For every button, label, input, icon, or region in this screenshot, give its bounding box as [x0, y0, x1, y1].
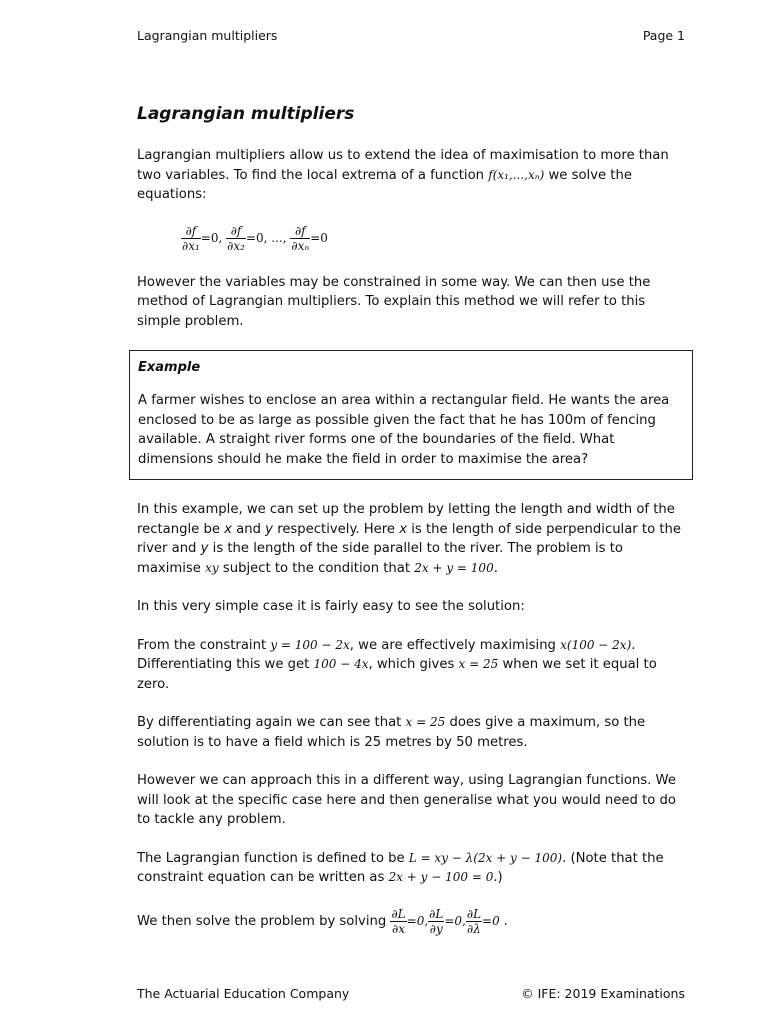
lagrangian-equation: L = xy − λ(2x + y − 100) [408, 850, 563, 865]
function-notation: f(x₁,...,xₙ) [488, 167, 545, 182]
setup-paragraph [137, 500, 685, 578]
text: is the length of side perpendicular to the river and [137, 521, 681, 556]
fraction-denominator: ∂x [392, 921, 406, 936]
equals-zero: =0, [245, 230, 268, 245]
var-x: x [399, 521, 408, 537]
equation: 100 − 4x [313, 657, 369, 671]
text: In this example, we can set up the problem by letting the length and width of the rectangle be [137, 502, 675, 537]
fraction-denominator: ∂x₁ [182, 238, 200, 253]
lagrangian-intro-paragraph: However we can approach this in a different way, using Lagrangian functions. We will look at the specific case here and then generalise what you would need to do to tackle any problem. [137, 773, 676, 827]
equals-zero: =0 [482, 913, 500, 928]
text: From the constraint [137, 637, 267, 653]
text: . [503, 913, 508, 929]
fraction-numerator: ∂L [429, 906, 444, 921]
equation: y = 100 − 2x [270, 637, 350, 652]
equation: x(100 − 2x) [560, 637, 632, 652]
text: when we set it equal to zero. [137, 657, 657, 692]
fraction-numerator: ∂f [294, 223, 306, 238]
partial-equations [390, 906, 503, 936]
equals-zero: =0 [310, 230, 328, 245]
text: . [493, 560, 498, 576]
example-box [129, 350, 693, 480]
page-number: Page 1 [642, 28, 685, 43]
ellipsis: ..., [271, 230, 287, 245]
fraction-dL-dlambda [466, 907, 482, 936]
fraction-dL-dy [428, 907, 444, 936]
text: does give a maximum, so the solution is to have a field which is 25 metres by 50 metres. [137, 715, 646, 750]
intro-text-a: Lagrangian multipliers allow us to extend the idea of maximisation to more than two variables. To find the local extrema of a function [137, 148, 669, 183]
maximum-paragraph [137, 713, 685, 752]
fraction-dL-dx [390, 907, 406, 936]
fraction-numerator: ∂f [185, 223, 197, 238]
fraction-numerator: ∂f [230, 223, 242, 238]
page-title: Lagrangian multipliers [137, 104, 355, 124]
equation: x = 25 [458, 657, 499, 671]
partial-derivative-equations [181, 224, 685, 253]
solution-paragraph [137, 636, 685, 695]
equation: x = 25 [405, 715, 446, 729]
text: . Differentiating this we get [137, 637, 636, 672]
text: is the length of the side parallel to the river. The problem is to maximise [137, 541, 623, 576]
text: respectively. Here [277, 521, 396, 537]
equals-zero: =0, [444, 913, 466, 928]
equals-zero: =0, [200, 230, 223, 245]
fraction-denominator: ∂x₂ [227, 238, 245, 253]
text: . (Note that the constraint equation can be written as [137, 850, 664, 885]
fraction-df-dx1 [181, 224, 201, 253]
intro-text-b: we solve the equations: [137, 167, 632, 202]
header-title: Lagrangian multipliers [137, 28, 278, 43]
fraction-df-dx2 [226, 224, 246, 253]
fraction-denominator: ∂λ [467, 921, 481, 936]
text: and [236, 521, 261, 537]
fraction-numerator: ∂L [391, 906, 406, 921]
text: , which gives [368, 657, 455, 672]
example-title: Example [138, 360, 201, 375]
text: The Lagrangian function is defined to be [137, 850, 405, 866]
simple-case-paragraph: In this very simple case it is fairly easy to see the solution: [137, 599, 525, 614]
var-y: y [265, 521, 273, 537]
page-body [137, 104, 685, 955]
var-y: y [200, 541, 209, 556]
text: subject to the condition that [222, 560, 411, 576]
fraction-numerator: ∂L [466, 906, 482, 921]
var-x: x [224, 521, 232, 537]
solve-paragraph [137, 907, 685, 936]
text: By differentiating again we can see that [137, 715, 402, 730]
fraction-denominator: ∂xₙ [291, 238, 310, 253]
footer-company: The Actuarial Education Company [137, 986, 350, 1001]
text: We then solve the problem by solving [137, 913, 387, 929]
lagrangian-definition-paragraph [137, 849, 685, 888]
intro-paragraph [137, 146, 685, 205]
text: .) [493, 870, 503, 885]
fraction-df-dxn [290, 224, 310, 253]
constraint-equation: 2x + y = 100 [414, 560, 494, 575]
fraction-denominator: ∂y [429, 921, 443, 936]
equals-zero: =0, [406, 913, 429, 928]
text: , we are effectively maximising [349, 637, 556, 653]
equation: 2x + y − 100 = 0 [388, 870, 494, 884]
footer-copyright: © IFE: 2019 Examinations [521, 986, 685, 1001]
example-text: A farmer wishes to enclose an area within a rectangular field. He wants the area enclosed to be as large as possible given the fact that he has 100m of fencing available. A straight river forms one of the boundaries of the field. What dimensions should he make the field in order to maximise the area? [138, 393, 670, 467]
constraint-paragraph: However the variables may be constrained in some way. We can then use the method of Lagrangian multipliers. To explain this method we will refer to this simple problem. [137, 274, 651, 329]
expr-xy: xy [205, 560, 219, 575]
